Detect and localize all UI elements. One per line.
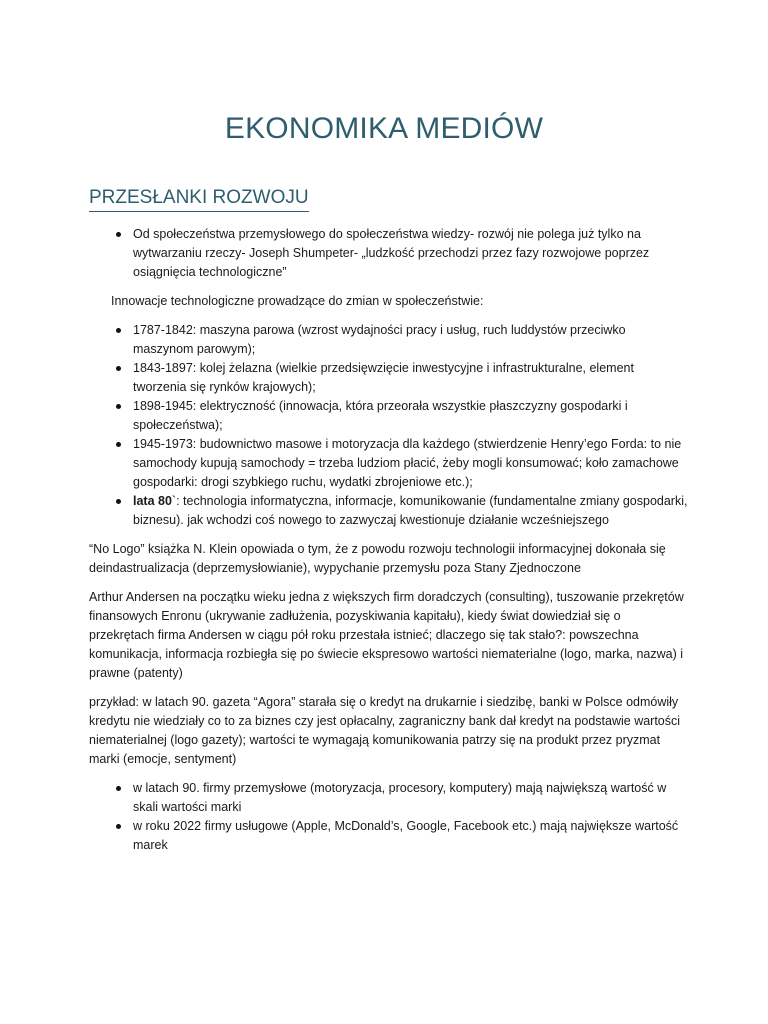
- section-heading: PRZESŁANKI ROZWOJU: [89, 186, 309, 212]
- bold-label: lata 80: [133, 494, 172, 508]
- list-item: w roku 2022 firmy usługowe (Apple, McDonald’s, Google, Facebook etc.) mają największe wartość marek: [89, 817, 689, 855]
- document-title: EKONOMIKA MEDIÓW: [224, 112, 544, 145]
- list-item-text: `: technologia informatyczna, informacje, komunikowanie (fundamentalne zmiany gospodarki, biznesu). jak wchodzi coś nowego to zazwyczaj kwestionuje działanie wcześniejszego: [133, 494, 688, 527]
- paragraph-andersen: Arthur Andersen na początku wieku jedna z większych firm doradczych (consulting), tuszowanie przekrętów finansowych Enronu (ukrywanie zadłużenia, pozyskiwania kapitału), kiedy świat dowiedział się o przekrętach firma Andersen w ciągu pół roku przestała istnieć; dlaczego się tak stało?: powszechna komunikacja, informacja rozbiegła się po świecie ekspresowo wartości niematerialne (logo, marka, nazwa) i prawne (patenty): [89, 590, 684, 680]
- list-item: 1843-1897: kolej żelazna (wielkie przedsięwzięcie inwestycyjne i infrastrukturalne, element tworzenia się rynków krajowych);: [89, 359, 689, 397]
- paragraph-agora: przykład: w latach 90. gazeta “Agora” starała się o kredyt na drukarnie i siedzibę, banki w Polsce odmówiły kredytu nie wiedziały co to za biznes czy jest opłacalny, zagraniczny bank dał kredyt na podstawie wartości niematerialnej (logo gazety); wartości te wymagają komunikowania patrzy się na produkt przez pryzmat marki (emocje, sentyment): [89, 695, 681, 766]
- list-item: 1898-1945: elektryczność (innowacja, która przeorała wszystkie płaszczyzny gospodarki i społeczeństwa);: [89, 397, 689, 435]
- intro-list: [89, 225, 689, 282]
- innovations-intro: Innowacje technologiczne prowadzące do zmian w społeczeństwie:: [111, 294, 484, 308]
- list-item: w latach 90. firmy przemysłowe (motoryzacja, procesory, komputery) mają największą wartość w skali wartości marki: [89, 779, 689, 817]
- innovations-list: [89, 321, 689, 530]
- list-item: [89, 492, 689, 530]
- brand-list: [89, 779, 689, 855]
- paragraph-no-logo: “No Logo” książka N. Klein opowiada o tym, że z powodu rozwoju technologii informacyjnej dokonała się deindastrualizacja (deprzemysłowianie), wypychanie przemysłu poza Stany Zjednoczone: [89, 542, 666, 575]
- list-item: 1787-1842: maszyna parowa (wzrost wydajności pracy i usług, ruch luddystów przeciwko maszynom parowym);: [89, 321, 689, 359]
- list-item: Od społeczeństwa przemysłowego do społeczeństwa wiedzy- rozwój nie polega już tylko na wytwarzaniu rzeczy- Joseph Shumpeter- „ludzkość przechodzi przez fazy rozwojowe poprzez osiągnięcia technologiczne”: [89, 225, 689, 282]
- document-body: [89, 225, 689, 855]
- list-item: 1945-1973: budownictwo masowe i motoryzacja dla każdego (stwierdzenie Henry’ego Forda: to nie samochody kupują samochody = trzeba ludziom płacić, żeby mogli konsumować; koło zamachowe gospodarki: drogi szybkiego ruchu, wydatki zbrojeniowe etc.);: [89, 435, 689, 492]
